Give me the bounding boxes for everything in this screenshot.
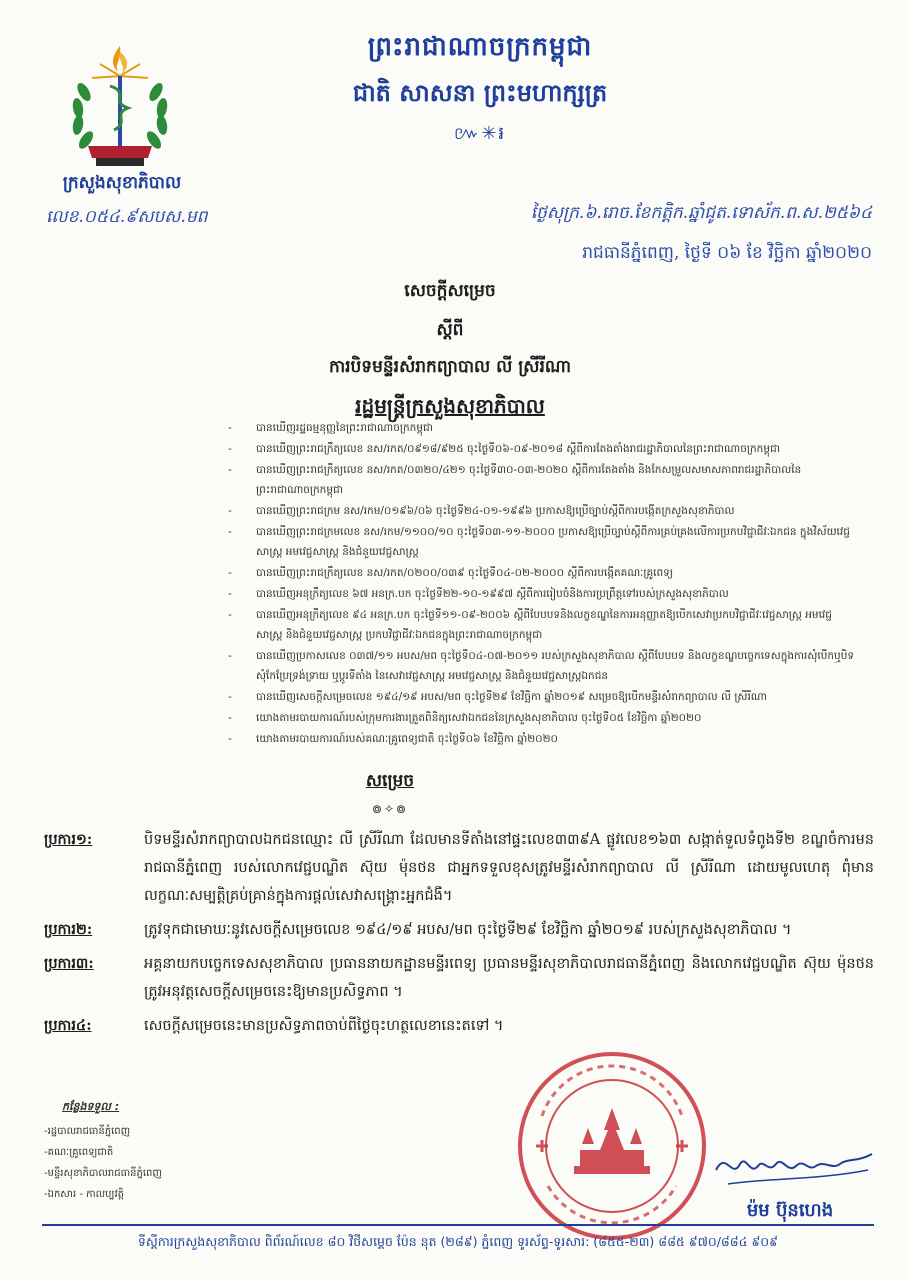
header-ornament: ៚✳៛ xyxy=(453,123,507,144)
decision-title-block xyxy=(240,280,660,423)
recipients-list xyxy=(44,1121,264,1205)
article-text: អគ្គនាយកបច្ចេកទេសសុខាភិបាល ប្រធាននាយកដ្ឋានមន្ទីរពេទ្យ ប្រធានមន្ទីរសុខាភិបាលរាជធានីភ្នំពេញ និងលោកវេជ្ជបណ្ឌិត ស៊ុយ ម៉ុនថន ត្រូវអនុវត្តសេចក្តីសម្រេចនេះឱ្យមានប្រសិទ្ធភាព ។ xyxy=(144,956,874,1000)
footer-address: ទីស្តីការក្រសួងសុខាភិបាល ពិព័រណ៍លេខ ៨០ វិថីសម្តេច ប៉ែន នុត (២៨៩) ភ្នំពេញ ទូរស័ព្ទ-ទូរសារ: (៨៥៥-២៣) ៨៨៥ ៩៧០/៨៨៤ ៩០៩ xyxy=(138,1234,778,1249)
lunar-date: ថ្ងៃសុក្រ.៦.រោច.ខែកត្តិក.ឆ្នាំជូត.ទោស័ក.ព.ស.២៥៦៤ xyxy=(530,203,872,223)
article-text: បិទមន្ទីរសំរាកព្យាបាលឯកជនឈ្មោះ លី ស្រីរីណា ដែលមានទីតាំងនៅផ្ទះលេខ៣៣៩A ផ្លូវលេខ១៦៣ សង្កាត់ទួលទំពូងទី២ ខណ្ឌចំការមន រាជធានីភ្នំពេញ របស់លោកវេជ្ជបណ្ឌិត ស៊ុយ ម៉ុនថន ជាអ្នកទទួលខុសត្រូវមន្ទីរសំរាកព្យាបាល លី ស្រីរីណា ដោយមូលហេតុ ពុំមានលក្ខណៈសម្បត្តិគ្រប់គ្រាន់ក្នុងការផ្តល់សេវាសង្គ្រោះអ្នកជំងឺ។ xyxy=(144,832,874,904)
footer-divider xyxy=(42,1224,874,1226)
preamble-item: - បានឃើញព្រះរាជក្រឹត្យលេខ នស/រកត/០៣២០/៤២១ ចុះថ្ងៃទី៣០-០៣-២០២០ ស្តីពីការតែងតាំង និងកែសម្រួលសមាសភាពរាជរដ្ឋាភិបាលនៃព្រះរាជាណាចក្រកម្ពុជា xyxy=(228,460,858,500)
reference-number: លេខ.០៥៤.៩សបស.មព xyxy=(46,207,208,227)
article-label: ប្រការ៣: xyxy=(44,955,94,972)
decides-heading: សម្រេច xyxy=(365,771,415,791)
articles xyxy=(44,826,874,1046)
solar-date: រាជធានីភ្នំពេញ, ថ្ងៃទី ០៦ ខែ វិច្ឆិកា ឆ្នាំ២០២០ xyxy=(582,243,872,263)
signature-icon xyxy=(708,1140,878,1200)
minister-heading: រដ្ឋមន្ត្រីក្រសួងសុខាភិបាល xyxy=(355,394,545,418)
decision-heading: សេចក្តីសម្រេច xyxy=(404,281,496,301)
preamble-item: - បានឃើញព្រះរាជក្រឹត្យលេខ នស/រកត/០២០០/០៣៩ ចុះថ្ងៃទី០៤-០២-២០០០ ស្តីពីការបង្កើតគណៈគ្រូពេទ្យ xyxy=(228,563,858,583)
recipient-item: -គណៈគ្រូពេទ្យជាតិ xyxy=(44,1147,114,1158)
article-label: ប្រការ៤: xyxy=(44,1017,92,1034)
preamble-item: - យោងតាមរបាយការណ៍របស់ក្រុមការងារត្រួតពិនិត្យសេវាឯកជននៃក្រសួងសុខាភិបាល ចុះថ្ងៃទី០៥ ខែវិច្ឆិកា ឆ្នាំ២០២០ xyxy=(228,708,858,728)
preamble-item: - បានឃើញព្រះរាជក្រឹត្យលេខ នស/រកត/០៩១៨/៩២៥ ចុះថ្ងៃទី០៦-០៩-២០១៨ ស្តីពីការតែងតាំងរាជរដ្ឋាភិបាលនៃព្រះរាជាណាចក្រកម្ពុជា xyxy=(228,439,858,459)
article-2 xyxy=(44,916,874,944)
article-label: ប្រការ១: xyxy=(44,831,93,848)
kingdom-header xyxy=(300,30,660,148)
article-3 xyxy=(44,950,874,1006)
recipients-block xyxy=(44,1096,264,1205)
signer-name: ម៉ម ប៊ុនហេង xyxy=(746,1200,834,1221)
kingdom-title: ព្រះរាជាណាចក្រកម្ពុជា xyxy=(367,32,593,62)
preamble-item: - បានឃើញប្រកាសលេខ ០៣៧/១១ អបស/មព ចុះថ្ងៃទី០៤-០៧-២០១១ របស់ក្រសួងសុខាភិបាល ស្តីពីបែបបទ និងលក្ខខណ្ឌបច្ចេកទេសក្នុងការសុំបើកឬបិទ សុំកែប្រែទ្រង់ទ្រាយ ឬប្តូរទីតាំង នៃសេវាវេជ្ជសាស្ត្រ អមវេជ្ជសាស្ត្រ និងជំនួយវេជ្ជសាស្ត្រឯកជន xyxy=(228,646,858,686)
subject-heading: ការបិទមន្ទីរសំរាកព្យាបាល លី ស្រីរីណា xyxy=(328,357,572,377)
preamble-item: - បានឃើញអនុក្រឹត្យលេខ ៩៤ អនក្រ.បក ចុះថ្ងៃទី១១-០៩-២០០៦ ស្តីពីបែបបទនិងលក្ខខណ្ឌនៃការអនុញ្ញាតឱ្យបើកសេវាប្រកបវិជ្ជាជីវៈវេជ្ជសាស្ត្រ អមវេជ្ជសាស្ត្រ និងជំនួយវេជ្ជសាស្ត្រ ប្រកបវិជ្ជាជីវៈឯកជនក្នុងព្រះរាជាណាចក្រកម្ពុជា xyxy=(228,605,858,645)
ministry-name: ក្រសួងសុខាភិបាល xyxy=(62,173,182,193)
preamble-item: - បានឃើញព្រះរាជក្រម នស/រកម/០១៩៦/០៦ ចុះថ្ងៃទី២៤-០១-១៩៩៦ ប្រកាសឱ្យប្រើច្បាប់ស្តីពីការបង្កើតក្រសួងសុខាភិបាល xyxy=(228,501,858,521)
ministry-logo-icon xyxy=(60,42,180,172)
preamble-item: - បានឃើញព្រះរាជក្រមលេខ នស/រកម/១១០០/១០ ចុះថ្ងៃទី០៣-១១-២០០០ ប្រកាសឱ្យប្រើច្បាប់ស្តីពីការគ្រប់គ្រងលើការប្រកបវិជ្ជាជីវៈឯកជន ក្នុងវិស័យវេជ្ជសាស្ត្រ អមវេជ្ជសាស្ត្រ និងជំនួយវេជ្ជសាស្ត្រ xyxy=(228,522,858,562)
article-text: ត្រូវទុកជាមោឃៈនូវសេចក្តីសម្រេចលេខ ១៩៤/១៩ អបស/មព ចុះថ្ងៃទី២៩ ខែវិច្ឆិកា ឆ្នាំ២០១៩ របស់ក្រសួងសុខាភិបាល ។ xyxy=(144,922,792,938)
preamble-item: - បានឃើញសេចក្តីសម្រេចលេខ ១៩៤/១៩ អបស/មព ចុះថ្ងៃទី២៩ ខែវិច្ឆិកា ឆ្នាំ២០១៩ សម្រេចឱ្យបើកមន្ទីរសំរាកព្យាបាល លី ស្រីរីណា xyxy=(228,687,858,707)
recipient-item: -ឯកសារ - កាលប្បវត្តិ xyxy=(44,1189,125,1200)
preamble-list xyxy=(228,418,858,750)
about-heading: ស្តីពី xyxy=(436,320,464,340)
article-4 xyxy=(44,1012,874,1040)
recipients-heading: កន្លែងទទួល : xyxy=(62,1100,120,1113)
article-label: ប្រការ២: xyxy=(44,921,93,938)
national-motto: ជាតិ សាសនា ព្រះមហាក្សត្រ xyxy=(352,78,608,107)
decides-ornament: ៙✧៙ xyxy=(372,802,408,816)
article-text: សេចក្តីសម្រេចនេះមានប្រសិទ្ធភាពចាប់ពីថ្ងៃចុះហត្ថលេខានេះតទៅ ។ xyxy=(144,1018,504,1034)
preamble-item: - បានឃើញអនុក្រឹត្យលេខ ៦៧ អនក្រ.បក ចុះថ្ងៃទី២២-១០-១៩៩៧ ស្តីពីការរៀបចំនិងការប្រព្រឹត្តទៅរបស់ក្រសួងសុខាភិបាល xyxy=(228,584,858,604)
official-seal-icon xyxy=(512,1046,712,1246)
recipient-item: -មន្ទីរសុខាភិបាលរាជធានីភ្នំពេញ xyxy=(44,1168,162,1179)
recipient-item: -រដ្ឋបាលរាជធានីភ្នំពេញ xyxy=(44,1126,131,1137)
decides-block xyxy=(330,770,450,819)
preamble-item: - បានឃើញរដ្ឋធម្មនុញ្ញនៃព្រះរាជាណាចក្រកម្ពុជា xyxy=(228,418,858,438)
article-1 xyxy=(44,826,874,910)
preamble-item: - យោងតាមរបាយការណ៍របស់គណៈគ្រូពេទ្យជាតិ ចុះថ្ងៃទី០៦ ខែវិច្ឆិកា ឆ្នាំ២០២០ xyxy=(228,729,858,749)
